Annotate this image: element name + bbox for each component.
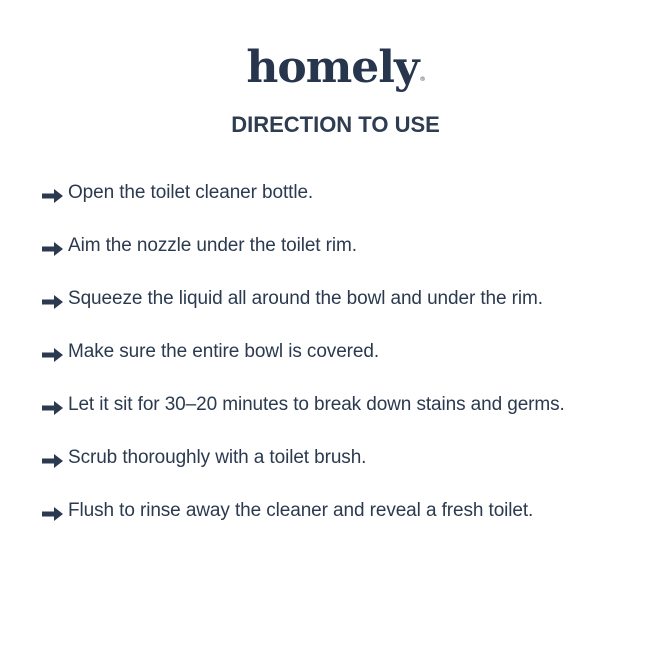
list-item — [42, 484, 662, 537]
registered-mark: ® — [419, 76, 426, 83]
page-title: DIRECTION TO USE — [231, 112, 440, 137]
brand-logo — [0, 38, 671, 98]
arrow-right-icon — [42, 242, 64, 256]
arrow-right-icon — [42, 454, 64, 468]
arrow-right-icon — [42, 189, 64, 203]
arrow-right-icon — [42, 507, 64, 521]
list-item — [42, 431, 662, 484]
list-item — [42, 378, 662, 431]
arrow-right-icon — [42, 348, 64, 362]
step-text: Scrub thoroughly with a toilet brush. — [68, 446, 367, 468]
brand-name: homely — [246, 42, 419, 93]
step-text: Squeeze the liquid all around the bowl and under the rim. — [68, 287, 543, 309]
directions-list — [42, 166, 662, 537]
step-text: Let it sit for 30–20 minutes to break down stains and germs. — [68, 393, 565, 415]
step-text: Make sure the entire bowl is covered. — [68, 340, 380, 362]
list-item — [42, 272, 662, 325]
step-text: Flush to rinse away the cleaner and reveal a fresh toilet. — [68, 499, 534, 521]
step-text: Aim the nozzle under the toilet rim. — [68, 234, 357, 256]
list-item — [42, 325, 662, 378]
list-item — [42, 219, 662, 272]
arrow-right-icon — [42, 401, 64, 415]
arrow-right-icon — [42, 295, 64, 309]
list-item — [42, 166, 662, 219]
step-text: Open the toilet cleaner bottle. — [68, 181, 314, 203]
